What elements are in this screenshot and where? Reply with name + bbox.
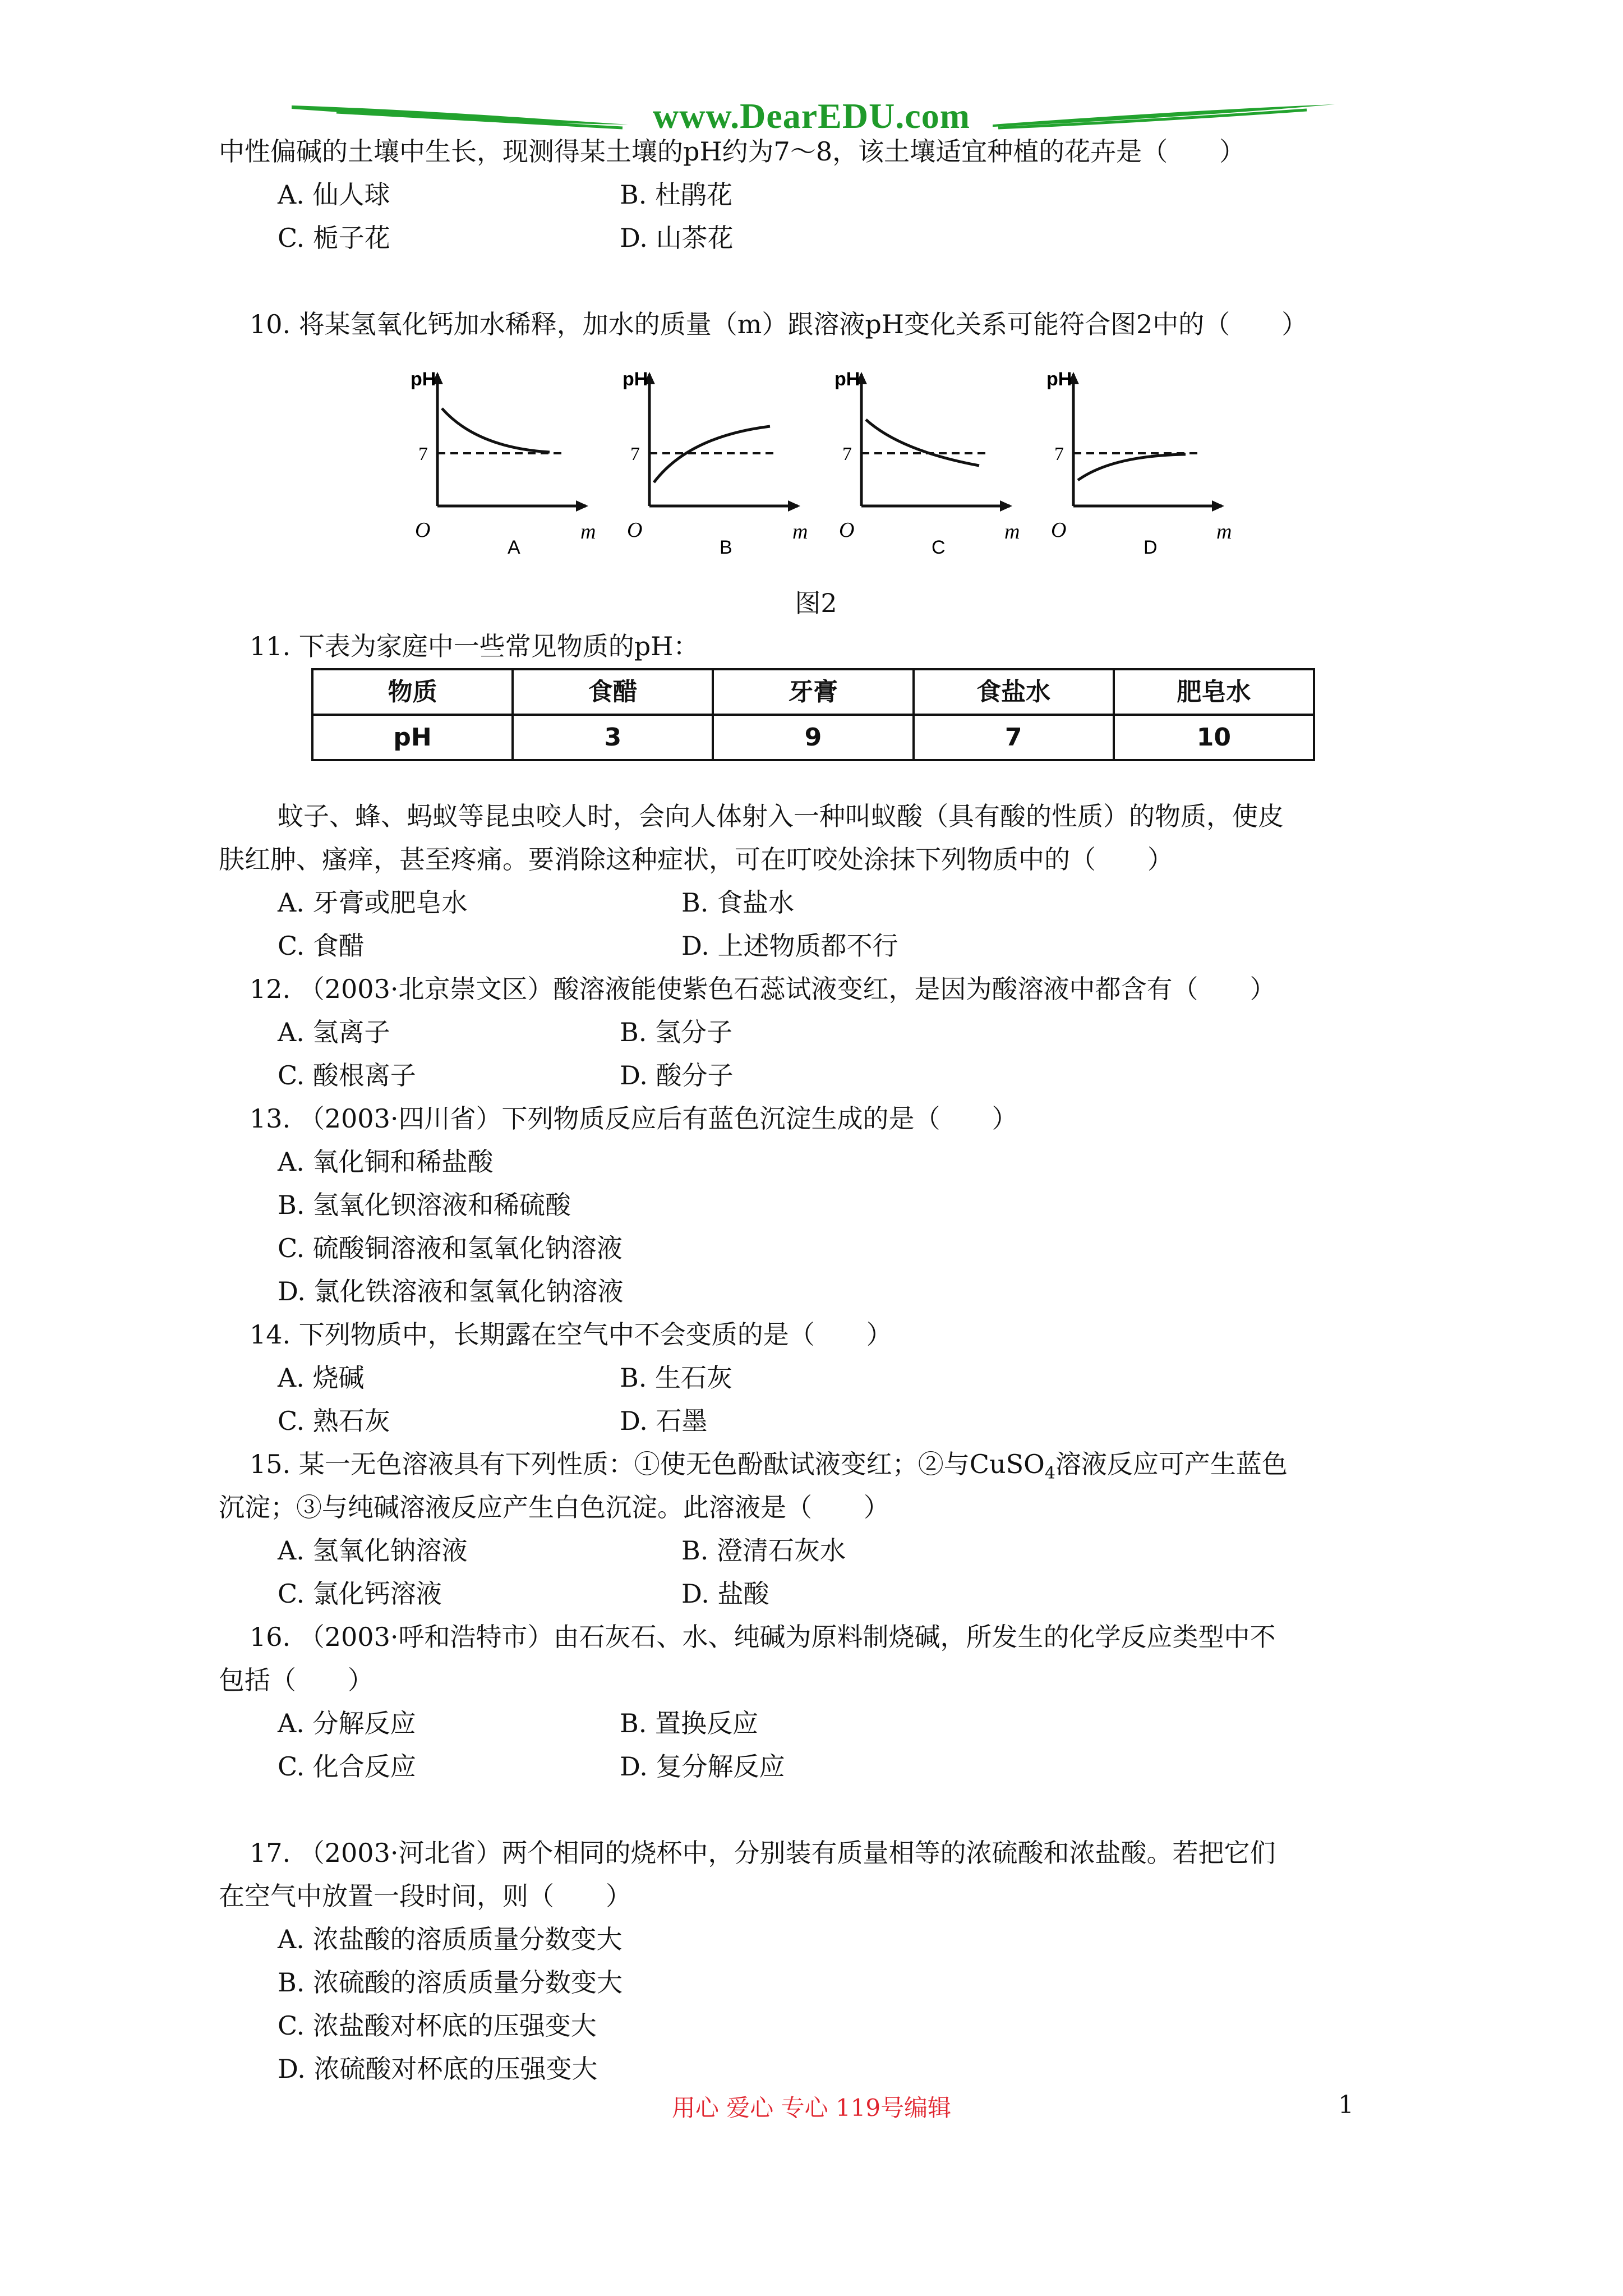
table-cell: 3 (513, 715, 713, 760)
table-cell: pH (312, 715, 513, 760)
q13-option-b: B. 氢氧化钡溶液和稀硫酸 (278, 1190, 571, 1220)
q16-stem-line2: 包括（ ） (219, 1665, 374, 1695)
option-d: D. 上述物质都不行 (681, 931, 898, 961)
site-logo-text: www.DearEDU.com (653, 96, 970, 136)
table-row (312, 715, 1314, 760)
ph-curve (866, 420, 979, 466)
option-a: A. 氢氧化钠溶液 (278, 1535, 468, 1566)
origin-label: O (415, 518, 431, 542)
q17-stem: 17. （2003·河北省）两个相同的烧杯中，分别装有质量相等的浓硫酸和浓盐酸。若把它们 (250, 1838, 1276, 1868)
page-header (0, 0, 1623, 146)
page-number: 1 (1338, 2091, 1354, 2119)
ph-table (311, 668, 1315, 761)
q16-options-row1 (219, 1702, 1413, 1745)
q13-option-d: D. 氯化铁溶液和氢氧化钠溶液 (278, 1276, 624, 1306)
option-a: A. 牙膏或肥皂水 (278, 887, 468, 918)
panel-label: D (1144, 537, 1158, 558)
x-axis-label: m (580, 520, 596, 544)
option-d: D. 山茶花 (620, 223, 734, 253)
option-b: B. 杜鹃花 (620, 180, 733, 210)
panel-label: A (508, 537, 520, 558)
q12-options-row2 (219, 1054, 1413, 1097)
x-axis-label: m (1216, 520, 1232, 544)
option-c: C. 栀子花 (278, 223, 390, 253)
option-d: D. 盐酸 (681, 1579, 769, 1609)
table-cell: 食盐水 (914, 669, 1114, 715)
q11-options-row2 (219, 924, 1413, 968)
option-c: C. 化合反应 (278, 1751, 416, 1782)
option-d: D. 酸分子 (620, 1060, 734, 1091)
document-body (219, 130, 1413, 2091)
q14-stem: 14. 下列物质中，长期露在空气中不会变质的是（ ） (250, 1319, 892, 1350)
q15-stem (219, 1443, 1413, 1486)
q17-stem-line2: 在空气中放置一段时间，则（ ） (219, 1881, 631, 1911)
option-a: A. 烧碱 (278, 1363, 365, 1393)
q9-stem: 中性偏碱的土壤中生长，现测得某土壤的pH约为7～8，该土壤适宜种植的花卉是（ ） (219, 136, 1246, 167)
q15-stem-line2: 沉淀；③与纯碱溶液反应产生白色沉淀。此溶液是（ ） (219, 1492, 889, 1522)
q11-options-row1 (219, 881, 1413, 924)
y-axis-label: pH (623, 369, 648, 390)
table-cell: 9 (713, 715, 913, 760)
option-d: D. 复分解反应 (620, 1751, 785, 1782)
q9-options-row2 (219, 217, 1413, 260)
option-c: C. 酸根离子 (278, 1060, 416, 1091)
q14-options-row1 (219, 1356, 1413, 1400)
q16-options-row2 (219, 1745, 1413, 1788)
q15-options-row2 (219, 1572, 1413, 1616)
q15-stem-part1: 15. 某一无色溶液具有下列性质：①使无色酚酞试液变红；②与CuSO (250, 1449, 1045, 1479)
option-d: D. 石墨 (620, 1406, 708, 1436)
y-axis-label: pH (834, 369, 860, 390)
q13-stem: 13. （2003·四川省）下列物质反应后有蓝色沉淀生成的是（ ） (250, 1103, 1018, 1134)
ph-curve (1078, 454, 1186, 480)
x-axis-arrow-icon (1212, 500, 1224, 512)
origin-label: O (1051, 518, 1067, 542)
option-a: A. 分解反应 (278, 1708, 416, 1738)
q11-stem: 11. 下表为家庭中一些常见物质的pH： (250, 631, 699, 661)
option-b: B. 氢分子 (620, 1017, 733, 1047)
q10-stem: 10. 将某氢氧化钙加水稀释，加水的质量（m）跟溶液pH变化关系可能符合图2中的（ ） (250, 309, 1308, 339)
x-axis-arrow-icon (788, 500, 800, 512)
q17-option-c: C. 浓盐酸对杯底的压强变大 (278, 2010, 597, 2041)
q13-option-a: A. 氧化铜和稀盐酸 (278, 1147, 494, 1177)
option-a: A. 仙人球 (278, 180, 390, 210)
table-cell: 物质 (312, 669, 513, 715)
table-cell: 7 (914, 715, 1114, 760)
q13-option-c: C. 硫酸铜溶液和氢氧化钠溶液 (278, 1233, 623, 1263)
table-header-row (312, 669, 1314, 715)
q16-stem: 16. （2003·呼和浩特市）由石灰石、水、纯碱为原料制烧碱，所发生的化学反应类型中不 (250, 1622, 1276, 1652)
x-axis-arrow-icon (576, 500, 588, 512)
option-b: B. 食盐水 (681, 887, 795, 918)
y-axis-label: pH (411, 369, 436, 390)
y-axis-label: pH (1046, 369, 1072, 390)
panel-label: B (720, 537, 732, 558)
panel-label: C (932, 537, 946, 558)
q17-option-a: A. 浓盐酸的溶质质量分数变大 (278, 1924, 623, 1954)
origin-label: O (839, 518, 855, 542)
q14-options-row2 (219, 1400, 1413, 1443)
ph-curve (442, 408, 550, 452)
ph7-tick-label: 7 (418, 444, 428, 464)
ph-curve (654, 426, 770, 482)
page-footer: 用心 爱心 专心 119号编辑 (671, 2094, 952, 2122)
q15-subscript: 4 (1044, 1464, 1055, 1484)
table-cell: 10 (1114, 715, 1314, 760)
ph7-tick-label: 7 (1054, 444, 1064, 464)
option-b: B. 澄清石灰水 (681, 1535, 846, 1566)
table-cell: 食醋 (513, 669, 713, 715)
q15-stem-part2: 溶液反应可产生蓝色 (1055, 1449, 1288, 1479)
origin-label: O (627, 518, 643, 542)
q9-options-row1 (219, 173, 1413, 217)
x-axis-label: m (1004, 520, 1020, 544)
table-cell: 肥皂水 (1114, 669, 1314, 715)
option-c: C. 熟石灰 (278, 1406, 390, 1436)
q15-options-row1 (219, 1529, 1413, 1572)
option-c: C. 氯化钙溶液 (278, 1579, 442, 1609)
figure-caption: 图2 (795, 588, 837, 618)
x-axis-label: m (792, 520, 808, 544)
q11-paragraph-line1: 蚊子、蜂、蚂蚁等昆虫咬人时，会向人体射入一种叫蚁酸（具有酸的性质）的物质，使皮 (278, 801, 1284, 831)
option-a: A. 氢离子 (278, 1017, 390, 1047)
q17-option-b: B. 浓硫酸的溶质质量分数变大 (278, 1967, 623, 1998)
option-b: B. 生石灰 (620, 1363, 733, 1393)
figure-2 (393, 346, 1290, 582)
ph7-tick-label: 7 (842, 444, 852, 464)
option-c: C. 食醋 (278, 931, 365, 961)
table-cell: 牙膏 (713, 669, 913, 715)
q12-stem: 12. （2003·北京崇文区）酸溶液能使紫色石蕊试液变红，是因为酸溶液中都含有（ ） (250, 974, 1276, 1004)
q17-option-d: D. 浓硫酸对杯底的压强变大 (278, 2054, 598, 2084)
option-b: B. 置换反应 (620, 1708, 759, 1738)
ph-curves-figure (393, 346, 1290, 582)
q11-paragraph-line2: 肤红肿、瘙痒，甚至疼痛。要消除这种症状，可在叮咬处涂抹下列物质中的（ ） (219, 844, 1173, 875)
q12-options-row1 (219, 1011, 1413, 1054)
x-axis-arrow-icon (1000, 500, 1012, 512)
ph7-tick-label: 7 (630, 444, 640, 464)
